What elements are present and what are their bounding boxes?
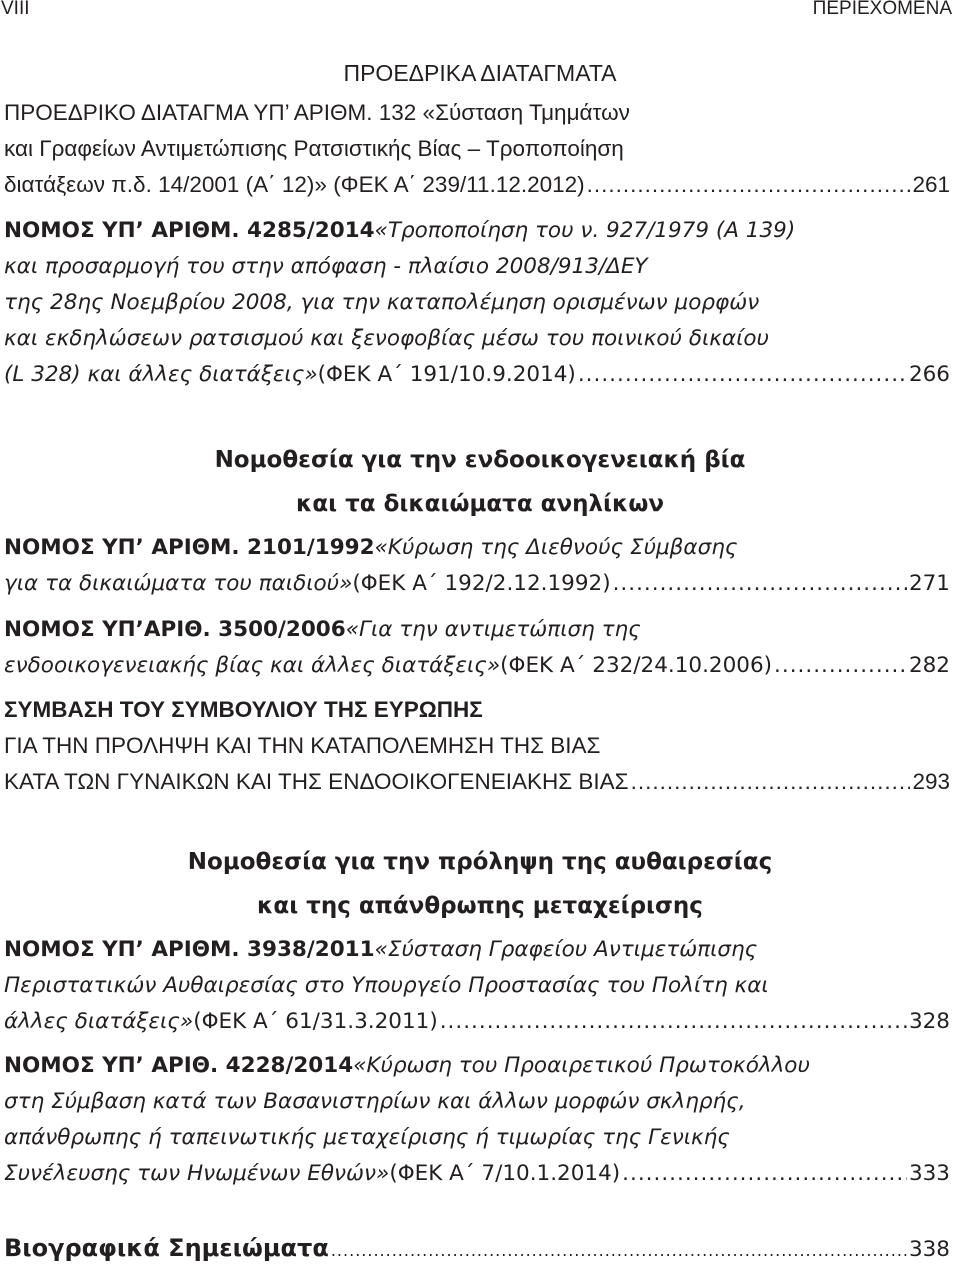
- toc-entry[interactable]: [4, 692, 950, 800]
- entry-title: άλλες διατάξεις»: [4, 1009, 194, 1034]
- dot-leader: [578, 357, 907, 393]
- entry-title: της 28ης Νοεμβρίου 2008, για την καταπολέμηση ορισμένων μορφών: [4, 290, 760, 315]
- entry-title: για τα δικαιώματα του παιδιού»: [4, 571, 353, 596]
- entry-title: «Κύρωση της Διεθνούς Σύμβασης: [374, 535, 738, 560]
- toc-entry[interactable]: [4, 612, 950, 684]
- entry-title: απάνθρωπης ή ταπεινωτικής μεταχείρισης ή τιμωρίας της Γενικής: [4, 1125, 730, 1150]
- entry-title: «Για την αντιμετώπιση της: [345, 617, 641, 642]
- running-head: [0, 0, 952, 22]
- page-number: 293: [912, 769, 950, 794]
- page-number: 282: [908, 653, 950, 678]
- page-number: 333: [908, 1161, 950, 1186]
- section-heading-arbitrariness: [0, 840, 960, 928]
- gazette-ref: (ΦΕΚ Α΄ 191/10.9.2014): [317, 362, 576, 387]
- gazette-ref: (ΦΕΚ Α΄ 61/31.3.2011): [193, 1009, 438, 1034]
- entry-title: ενδοοικογενειακής βίας και άλλες διατάξεις»: [4, 653, 501, 678]
- dot-leader: [587, 167, 911, 203]
- dot-leader: [631, 764, 911, 800]
- entry-title: Περιστατικών Αυθαιρεσίας στο Υπουργείο Προστασίας του Πολίτη και: [4, 973, 769, 998]
- gazette-ref: (ΦΕΚ Α΄ 192/2.12.1992): [352, 571, 611, 596]
- section-heading-line: Νομοθεσία για την ενδοοικογενειακή βία: [214, 447, 746, 473]
- section-heading-line: και τα δικαιώματα ανηλίκων: [295, 491, 665, 517]
- page-number: 266: [908, 362, 950, 387]
- toc-entry[interactable]: [4, 213, 950, 393]
- entry-title: στη Σύμβαση κατά των Βασανιστηρίων και άλλων μορφών σκληρής,: [4, 1089, 746, 1114]
- toc-entry[interactable]: [4, 530, 950, 602]
- law-number: ΝΟΜΟΣ ΥΠ’ΑΡΙΘ. 3500/2006: [4, 617, 346, 642]
- entry-text: ΠΡΟΕΔΡΙΚΟ ΔΙΑΤΑΓΜΑ ΥΠ’ ΑΡΙΘΜ. 132 «Σύσταση Τμημάτων: [4, 100, 630, 125]
- biographies-title: Βιογραφικά Σημειώματα: [4, 1234, 329, 1262]
- section-heading-line: Νομοθεσία για την πρόληψη της αυθαιρεσίας: [187, 849, 773, 875]
- entry-text: ΚΑΤΑ ΤΩΝ ΓΥΝΑΙΚΩΝ ΚΑΙ ΤΗΣ ΕΝΔΟΟΙΚΟΓΕΝΕΙΑΚΗΣ ΒΙΑΣ: [4, 769, 629, 794]
- entry-title: Συνέλευσης των Ηνωμένων Εθνών»: [4, 1161, 390, 1186]
- toc-entry-biographies[interactable]: [4, 1234, 950, 1274]
- entry-title: και εκδηλώσεων ρατσισμού και ξενοφοβίας μέσω του ποινικού δικαίου: [4, 326, 769, 351]
- law-number: ΝΟΜΟΣ ΥΠ’ ΑΡΙΘ. 4228/2014: [4, 1053, 354, 1078]
- page-number: 261: [912, 172, 950, 197]
- dot-leader: [622, 1156, 907, 1192]
- dot-leader: [331, 1241, 907, 1260]
- toc-entry[interactable]: [4, 95, 950, 203]
- page-number-roman: VIII: [1, 0, 30, 19]
- gazette-ref: (ΦΕΚ Α΄ 232/24.10.2006): [500, 653, 773, 678]
- page-number: 328: [908, 1009, 950, 1034]
- dot-leader: [774, 648, 907, 684]
- law-number: ΝΟΜΟΣ ΥΠ’ ΑΡΙΘΜ. 3938/2011: [4, 937, 375, 962]
- entry-title: «Σύσταση Γραφείου Αντιμετώπισης: [374, 937, 758, 962]
- entry-title: και προσαρμογή του στην απόφαση - πλαίσιο 2008/913/ΔΕΥ: [4, 254, 648, 279]
- page-number: 338: [908, 1237, 950, 1262]
- law-number: ΝΟΜΟΣ ΥΠ’ ΑΡΙΘΜ. 2101/1992: [4, 535, 375, 560]
- section-heading-presidential-decrees: ΠΡΟΕΔΡΙΚΑ ΔΙΑΤΑΓΜΑΤΑ: [343, 60, 617, 86]
- page-number: 271: [908, 571, 950, 596]
- toc-entry[interactable]: [4, 1048, 950, 1192]
- running-head-title: ΠΕΡΙΕΧΟΜΕΝΑ: [812, 0, 952, 19]
- dot-leader: [613, 566, 907, 602]
- dot-leader: [440, 1004, 907, 1040]
- convention-title: ΣΥΜΒΑΣΗ ΤΟΥ ΣΥΜΒΟΥΛΙΟΥ ΤΗΣ ΕΥΡΩΠΗΣ: [4, 697, 483, 722]
- section-heading-domestic-violence: [0, 438, 960, 526]
- gazette-ref: (ΦΕΚ Α΄ 7/10.1.2014): [389, 1161, 621, 1186]
- entry-title: (L 328) και άλλες διατάξεις»: [4, 362, 318, 387]
- toc-entry[interactable]: [4, 932, 950, 1040]
- entry-title: «Τροποποίηση του ν. 927/1979 (Α 139): [374, 218, 796, 243]
- entry-title: «Κύρωση του Προαιρετικού Πρωτοκόλλου: [353, 1053, 810, 1078]
- law-number: ΝΟΜΟΣ ΥΠ’ ΑΡΙΘΜ. 4285/2014: [4, 218, 375, 243]
- entry-text: διατάξεων π.δ. 14/2001 (Α΄ 12)» (ΦΕΚ Α΄ 239/11.12.2012): [4, 172, 585, 197]
- section-heading-line: και της απάνθρωπης μεταχείρισης: [257, 893, 703, 919]
- entry-text: και Γραφείων Αντιμετώπισης Ρατσιστικής Βίας – Τροποποίηση: [4, 136, 624, 161]
- entry-text: ΓΙΑ ΤΗΝ ΠΡΟΛΗΨΗ ΚΑΙ ΤΗΝ ΚΑΤΑΠΟΛΕΜΗΣΗ ΤΗΣ ΒΙΑΣ: [4, 733, 601, 758]
